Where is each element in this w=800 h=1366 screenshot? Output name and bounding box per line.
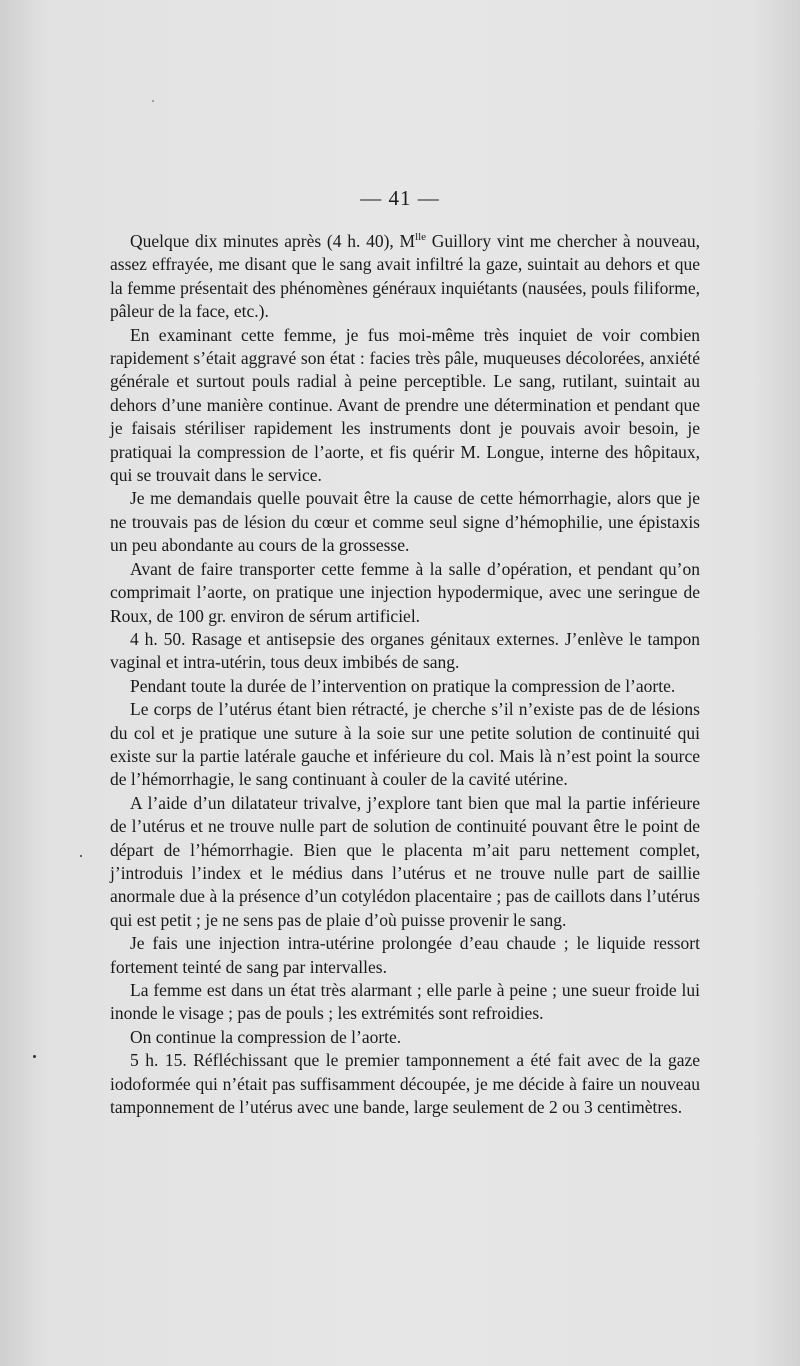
paragraph-10: La femme est dans un état très alarmant ; elle parle à peine ; une sueur froide lui inonde le visage ; pas de pouls ; les extrémités sont refroidies. — [110, 980, 700, 1024]
paragraph-5: 4 h. 50. Rasage et antisepsie des organes génitaux externes. J’enlève le tampon vaginal et intra-utérin, tous deux imbibés de sang. — [110, 628, 700, 673]
mademoiselle-abbreviation: lle — [415, 231, 427, 244]
paragraph-9: Je fais une injection intra-utérine prolongée d’eau chaude ; le liquide ressort fortement teinté de sang par intervalles. — [110, 933, 700, 977]
body-text — [110, 230, 700, 1119]
ink-speck — [80, 855, 82, 857]
paragraph-8: A l’aide d’un dilatateur trivalve, j’explore tant bien que mal la partie inférieure de l’utérus et ne trouve nulle part de solution de continuité pouvant être le point de départ de l’hémorrhagie. Bien que le placenta m’ait paru nettement complet, j’introduis l’index et le médius dans l’utérus et ne trouve nulle part de saillie anormale due à la présence d’un cotylédon placentaire ; pas de caillots dans l’utérus qui est petit ; je ne sens pas de plaie d’où puisse provenir le sang. — [110, 792, 700, 930]
ink-speck — [33, 1055, 36, 1058]
paragraph-12: 5 h. 15. Réfléchissant que le premier tamponnement a été fait avec de la gaze iodoformée qui n’était pas suffisamment découpée, je me décide à faire un nouveau tamponnement de l’utérus avec une bande, large seulement de 2 ou 3 centimètres. — [110, 1050, 700, 1118]
paragraph-3: Je me demandais quelle pouvait être la cause de cette hémorrhagie, alors que je ne trouvais pas de lésion du cœur et comme seul signe d’hémophilie, une épistaxis un peu abondante au cours de la grossesse. — [110, 488, 700, 556]
paragraph-7: Le corps de l’utérus étant bien rétracté, je cherche s’il n’existe pas de de lésions du col et je pratique une suture à la soie sur une petite solution de continuité qui existe sur la partie latérale gauche et inférieure du col. Mais là n’est point la source de l’hémorrhagie, le sang continuant à couler de la cavité utérine. — [110, 699, 700, 790]
ink-speck — [152, 100, 154, 102]
paragraph-1-start: Quelque dix minutes après (4 h. 40), M — [130, 231, 416, 251]
paragraph-1-rest: Guillory vint me chercher à nouveau, assez effrayée, me disant que le sang avait infiltré la gaze, suintait au dehors et que la femme présentait des phénomènes généraux inquiétants (nausées, pouls filiforme, pâleur de la face, etc.). — [110, 231, 700, 322]
paragraph-4: Avant de faire transporter cette femme à la salle d’opération, et pendant qu’on comprimait l’aorte, on pratique une injection hypodermique, avec une seringue de Roux, de 100 gr. environ de sérum artificiel. — [110, 558, 700, 626]
paragraph-2: En examinant cette femme, je fus moi-même très inquiet de voir combien rapidement s’était aggravé son état : facies très pâle, muqueuses décolorées, anxiété générale et surtout pouls radial à peine perceptible. Le sang, rutilant, suintait au dehors d’une manière continue. Avant de prendre une détermination et pendant que je faisais stériliser rapidement les instruments dont je pouvais avoir besoin, je pratiquai la compression de l’aorte, et fis quérir M. Longue, interne des hôpitaux, qui se trouvait dans le service. — [110, 324, 700, 486]
paragraph-11: On continue la compression de l’aorte. — [130, 1026, 402, 1047]
paragraph-1 — [110, 230, 700, 324]
paragraph-6: Pendant toute la durée de l’intervention on pratique la compression de l’aorte. — [130, 675, 676, 696]
page-number: — 41 — — [360, 186, 440, 210]
